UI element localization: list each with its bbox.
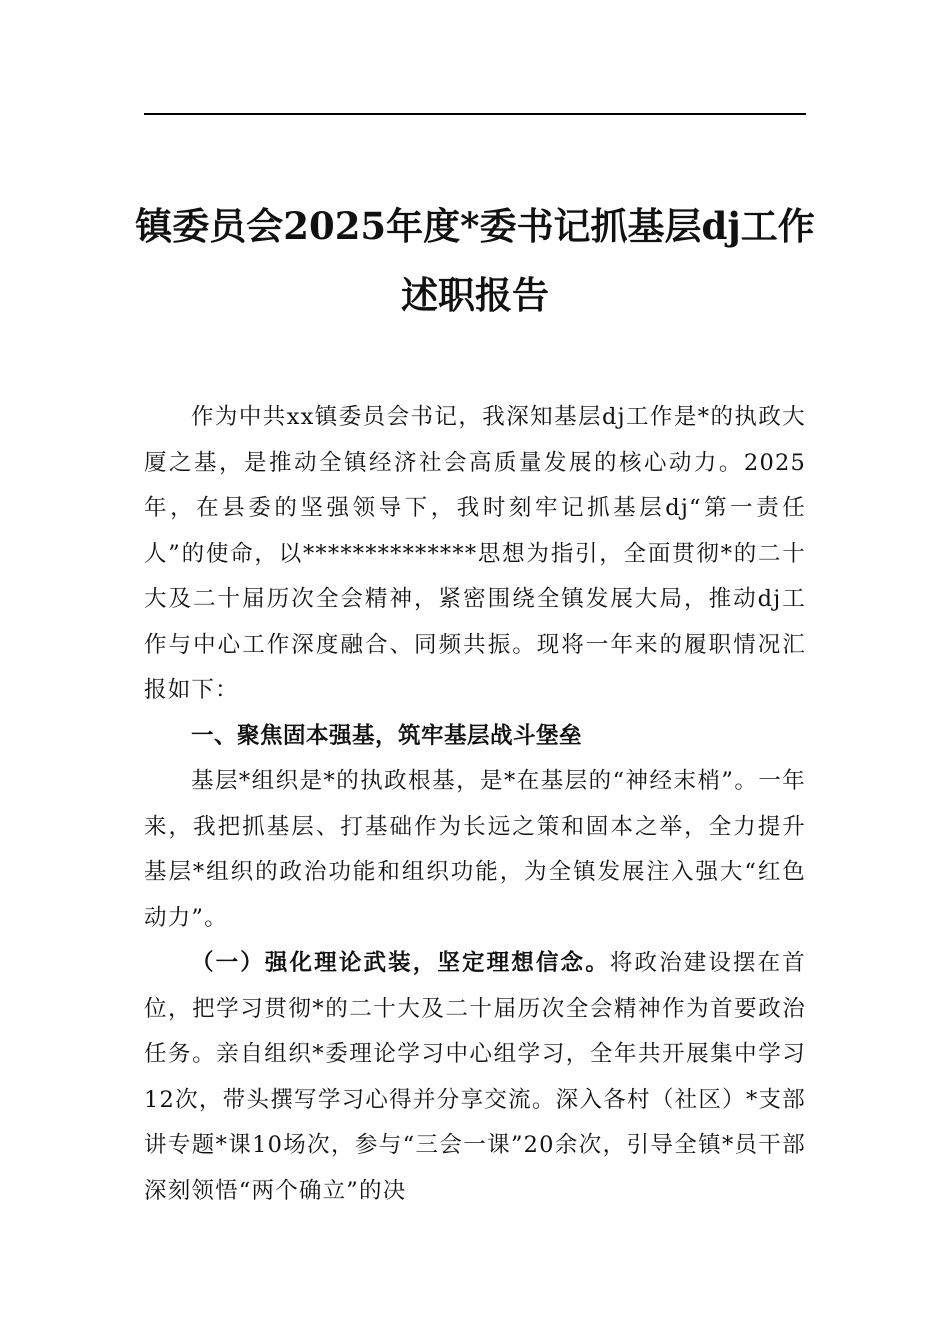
subsection-1-text: 将政治建设摆在首位，把学习贯彻*的二十大及二十届历次全会精神作为首要政治任务。亲自组织*委理论学习中心组学习，全年共开展集中学习12次，带头撰写学习心得并分享交流。深入各村（社区）*支部讲专题*课10场次，参与“三会一课”20余次，引导全镇*员干部深刻领悟“两个确立”的决 xyxy=(144,950,806,1204)
intro-paragraph: 作为中共xx镇委员会书记，我深知基层dj工作是*的执政大厦之基，是推动全镇经济社会高质量发展的核心动力。2025年，在县委的坚强领导下，我时刻牢记抓基层dj“第一责任人”的使命，以**************思想为指引，全面贯彻*的二十大及二十届历次全会精神，紧密围绕全镇发展大局，推动dj工作与中心工作深度融合、同频共振。现将一年来的履职情况汇报如下： xyxy=(144,404,806,703)
section-1-paragraph: 基层*组织是*的执政根基，是*在基层的“神经末梢”。一年来，我把抓基层、打基础作为长远之策和固本之举，全力提升基层*组织的政治功能和组织功能，为全镇发展注入强大“红色动力”。 xyxy=(144,768,806,931)
document-body xyxy=(144,395,806,1214)
section-1-heading: 一、聚焦固本强基，筑牢基层战斗堡垒 xyxy=(191,722,583,749)
header-rule xyxy=(144,113,806,115)
document-title xyxy=(120,192,830,330)
title-line-2: 述职报告 xyxy=(401,273,549,317)
subsection-1-paragraph xyxy=(144,941,806,1214)
title-line-1: 镇委员会2025年度*委书记抓基层dj工作 xyxy=(135,204,815,248)
subsection-1-heading: （一）强化理论武装，坚定理想信念。 xyxy=(191,950,610,976)
